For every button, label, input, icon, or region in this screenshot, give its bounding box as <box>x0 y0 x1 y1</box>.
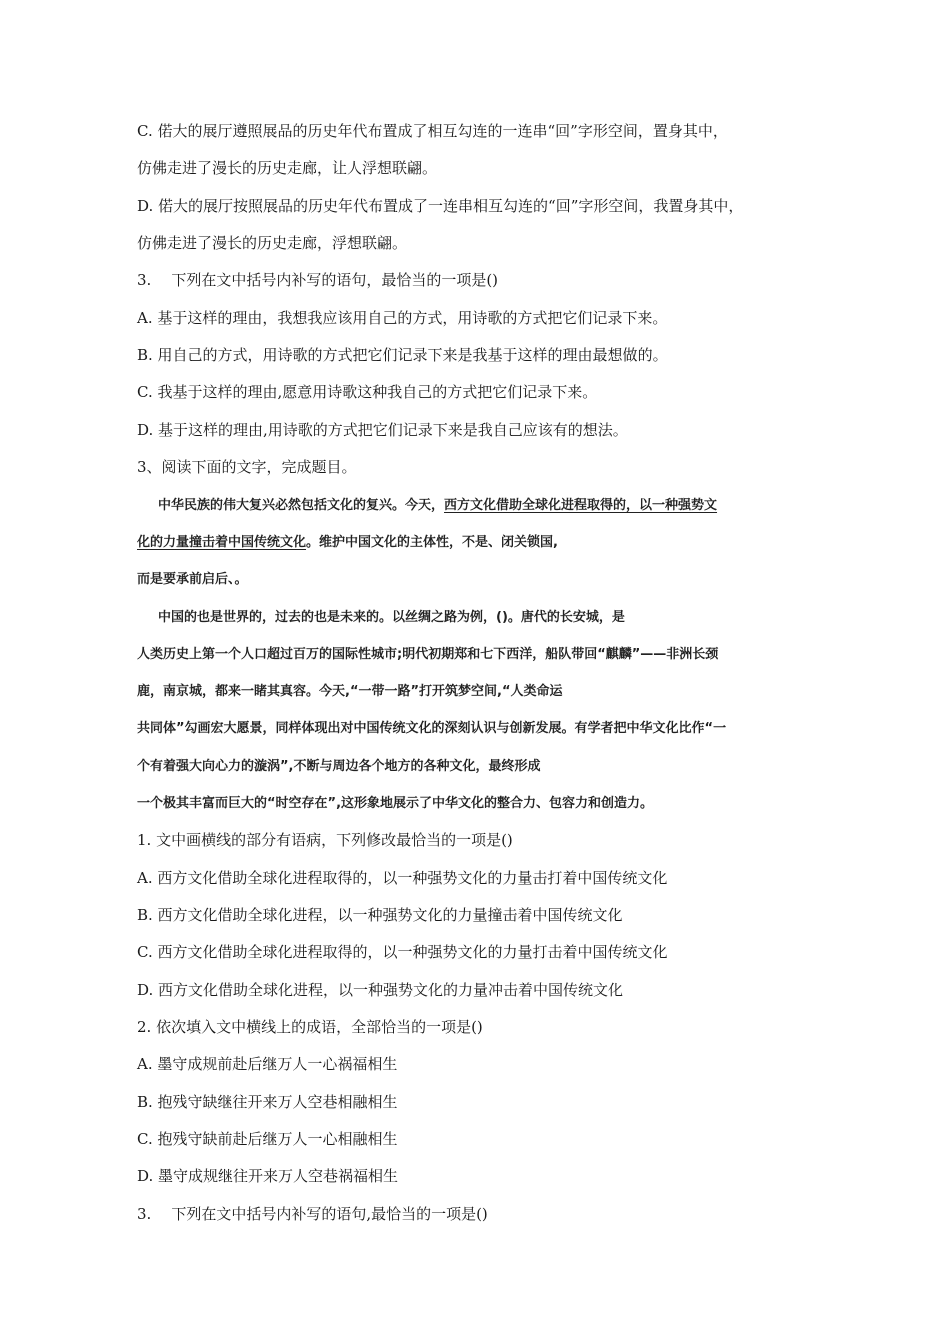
q3-first-option-b: B. 用自己的方式，用诗歌的方式把它们记录下来是我基于这样的理由最想做的。 <box>137 346 668 364</box>
passage-p1-lead: 中华民族的伟大复兴必然包括文化的复兴。今天， <box>158 498 445 513</box>
q3-first-option-d: D. 基于这样的理由,用诗歌的方式把它们记录下来是我自己应该有的想法。 <box>137 421 628 439</box>
q3-second-number: 3. <box>137 1205 152 1223</box>
passage-p2-line3: 鹿，南京城，都来一睹其真容。今天,“一带一路”打开筑梦空间,“人类命运 <box>137 684 563 699</box>
q1-option-c: C. 西方文化借助全球化进程取得的，以一种强势文化的力量打击着中国传统文化 <box>137 943 668 961</box>
q2-option-d-line2: 仿佛走进了漫长的历史走廊，浮想联翩。 <box>137 234 408 252</box>
q1-option-d: D. 西方文化借助全球化进程，以一种强势文化的力量冲击着中国传统文化 <box>137 981 624 999</box>
passage-p1-rest: 。维护中国文化的主体性，不是、闭关锁国, <box>306 535 558 550</box>
passage-p2-line4: 共同体”勾画宏大愿景，同样体现出对中国传统文化的深刻认识与创新发展。有学者把中华文化比作“一 <box>137 721 727 736</box>
q3-first-option-a: A. 基于这样的理由，我想我应该用自己的方式，用诗歌的方式把它们记录下来。 <box>137 309 668 327</box>
q1-option-b: B. 西方文化借助全球化进程，以一种强势文化的力量撞击着中国传统文化 <box>137 906 623 924</box>
q2-option-c: C. 抱残守缺前赴后继万人一心相融相生 <box>137 1130 398 1148</box>
q3-second-stem <box>137 1204 488 1224</box>
q3-first-stem <box>137 270 498 290</box>
passage-p2-line6: 一个极其丰富而巨大的“时空存在”,这形象地展示了中华文化的整合力、包容力和创造力。 <box>137 796 654 811</box>
q3-second-stem-text: 下列在文中括号内补写的语句,最恰当的一项是() <box>171 1205 488 1223</box>
passage-p1-line3: 而是要承前启后、。 <box>137 572 248 587</box>
q2-stem: 2. 依次填入文中横线上的成语，全部恰当的一项是() <box>137 1018 483 1036</box>
passage-p2-line2: 人类历史上第一个人口超过百万的国际性城市;明代初期郑和七下西洋，船队带回“麒麟”——非洲长颈 <box>137 647 719 662</box>
passage-p1-line1 <box>158 496 717 516</box>
q2-option-c-line2: 仿佛走进了漫长的历史走廊，让人浮想联翩。 <box>137 159 438 177</box>
passage-p1-line2 <box>137 533 558 553</box>
q1-stem: 1. 文中画横线的部分有语病，下列修改最恰当的一项是() <box>137 831 513 849</box>
q3-first-option-c: C. 我基于这样的理由,愿意用诗歌这种我自己的方式把它们记录下来。 <box>137 383 598 401</box>
q2-option-b: B. 抱残守缺继往开来万人空巷相融相生 <box>137 1093 398 1111</box>
q3-first-number: 3. <box>137 271 152 289</box>
passage-p2-line5: 个有着强大向心力的漩涡”,不断与周边各个地方的各种文化，最终形成 <box>137 759 541 774</box>
q2-option-d-line1: D. 偌大的展厅按照展品的历史年代布置成了一连串相互勾连的“回”字形空间，我置身其中， <box>137 197 744 215</box>
q1-option-a: A. 西方文化借助全球化进程取得的，以一种强势文化的力量击打着中国传统文化 <box>137 869 668 887</box>
passage-underlined-part2: 化的力量撞击着中国传统文化 <box>137 535 307 550</box>
q2-option-a: A. 墨守成规前赴后继万人一心祸福相生 <box>137 1055 398 1073</box>
q3-first-stem-text: 下列在文中括号内补写的语句，最恰当的一项是() <box>171 271 499 289</box>
q2-option-c-line1: C. 偌大的展厅遵照展品的历史年代布置成了相互勾连的一连串“回”字形空间，置身其中， <box>137 122 728 140</box>
passage-underlined-part1: 西方文化借助全球化进程取得的，以一种强势文 <box>444 498 718 513</box>
passage-p2-line1: 中国的也是世界的，过去的也是未来的。以丝绸之路为例，()。唐代的长安城，是 <box>158 610 625 625</box>
section3-heading: 3、阅读下面的文字，完成题目。 <box>137 458 357 476</box>
q2-option-d: D. 墨守成规继往开来万人空巷祸福相生 <box>137 1167 399 1185</box>
